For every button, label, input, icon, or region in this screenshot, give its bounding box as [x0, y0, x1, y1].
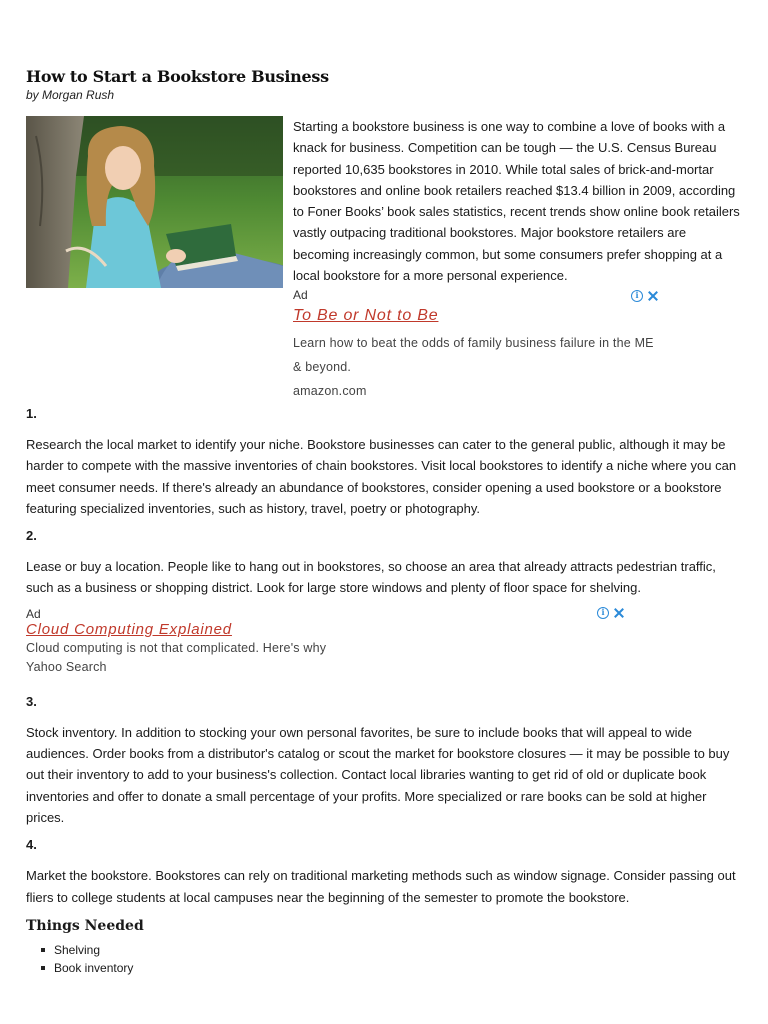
list-item: Shelving [54, 941, 742, 959]
article-byline: by Morgan Rush [26, 88, 115, 102]
step-text: Market the bookstore. Bookstores can rely on traditional marketing methods such as window signage. Consider passing out fliers to college students at local campuses near the beginning of the semester to promote the bookstore. [26, 868, 736, 905]
step-2 [26, 528, 742, 599]
things-needed-title: Things Needed [26, 917, 144, 934]
things-needed-list [26, 941, 742, 977]
ad-block-1 [293, 288, 657, 403]
step-text: Research the local market to identify your niche. Bookstore businesses can cater to the general public, although it may be harder to compete with the massive inventories of chain bookstores. Visit local bookstores to identify a niche where you can meet consumer needs. If there's already an abundance of bookstores, consider opening a used bookstore or a bookstore featuring specialized inventories, such as history, travel, poetry or photography. [26, 437, 737, 516]
ad-source[interactable]: Yahoo Search [26, 659, 107, 674]
step-number: 4. [26, 837, 37, 853]
article-title: How to Start a Bookstore Business [26, 67, 329, 86]
ad-label: Ad [26, 606, 41, 621]
ad-block-2 [26, 607, 624, 677]
step-3 [26, 694, 742, 828]
step-number: 1. [26, 406, 37, 421]
ad-description: Learn how to beat the odds of family business failure in the ME & beyond. [293, 336, 654, 374]
info-icon[interactable]: i [631, 290, 643, 302]
step-text: Lease or buy a location. People like to hang out in bookstores, so choose an area that already attracts pedestrian traffic, such as a business or shopping district. Look for large store windows and plenty of floor space for shelving. [26, 559, 716, 596]
intro-paragraph: Starting a bookstore business is one way to combine a love of books with a knack for business. Competition can be tough — the U.S. Census Bureau reported 10,635 bookstores in 2010. While total sales of brick-and-mortar bookstores and online book retailers reached $13.4 billion in 2009, according to Foner Books’ book sales statistics, recent trends show online book retailers vastly outpacing traditional bookstores. Major bookstore retailers are becoming increasingly common, but some consumers prefer shopping at a local bookstore for a more personal experience. [293, 119, 740, 284]
step-number: 3. [26, 693, 37, 709]
list-item: Book inventory [54, 959, 742, 977]
things-needed [26, 917, 742, 977]
intro-section [26, 74, 742, 398]
step-text: Stock inventory. In addition to stocking your own personal favorites, be sure to include books that will appeal to wide audiences. Order books from a distributor's catalog or scout the market for bookstore closures — it may be possible to buy out their inventory to add to your business's collection. Contact local libraries wanting to get rid of old or duplicate book inventories and offer to donate a small percentage of your profits. More specialized or rare books can be sold at higher prices. [26, 724, 730, 825]
ad-description: Cloud computing is not that complicated. Here's why [26, 640, 327, 655]
step-number: 2. [26, 528, 37, 544]
woman-reading-image [26, 116, 283, 288]
ad-source[interactable]: amazon.com [293, 384, 367, 398]
step-1 [26, 406, 742, 519]
step-4 [26, 837, 742, 908]
info-icon[interactable]: i [597, 607, 609, 619]
ad-title-link[interactable]: Cloud Computing Explained [26, 620, 232, 638]
ad-controls [631, 290, 659, 302]
ad-title-link[interactable]: To Be or Not to Be [293, 307, 439, 324]
article-photo [26, 116, 283, 288]
close-icon[interactable] [647, 290, 659, 302]
ad-controls [597, 607, 625, 619]
close-icon[interactable] [613, 607, 625, 619]
ad-label: Ad [293, 288, 308, 302]
article [26, 66, 742, 977]
